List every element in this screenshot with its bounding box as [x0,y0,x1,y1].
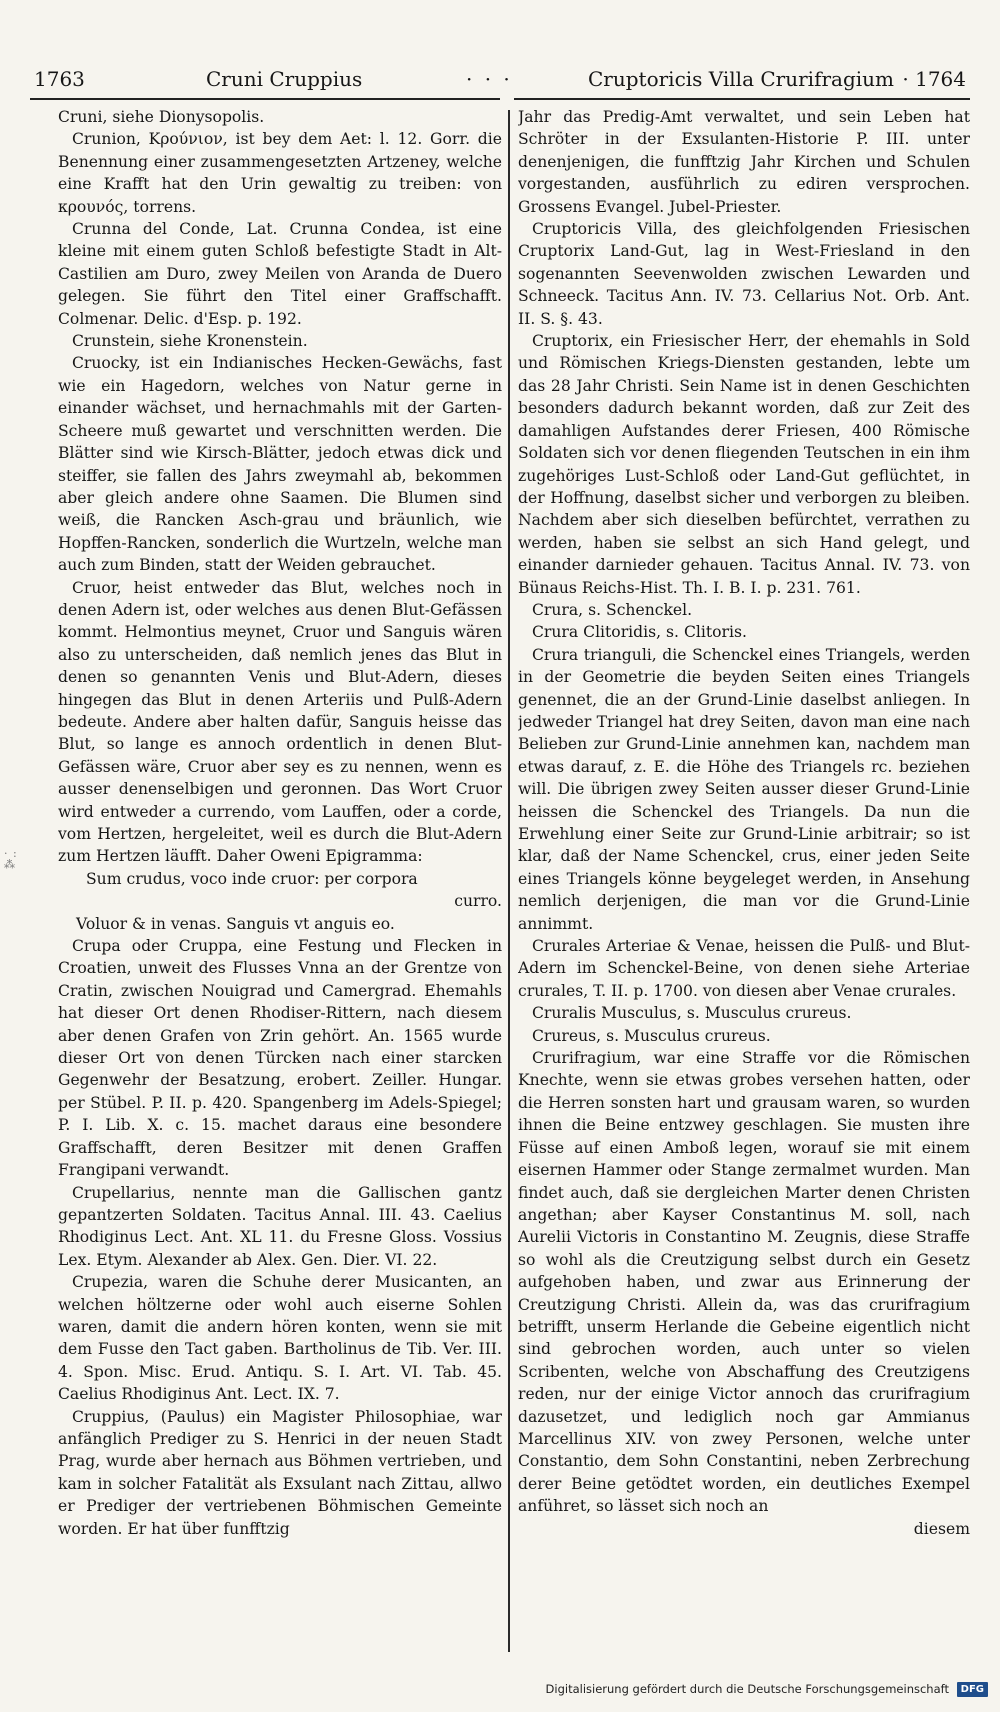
entry-crunion: Crunion, Κρούνιον, ist bey dem Aet: l. 12. Gorr. die Benennung einer zusammengesetzten Artzeney, welche eine Krafft hat den Urin gewaltig zu treiben: von κρουνός, torrens. [58,130,502,216]
header-rule-left [30,98,500,100]
left-column [58,106,502,1660]
entry-crupellarius: Crupellarius, nennte man die Gallischen gantz gepantzerten Soldaten. Tacitus Annal. III. 43. Caelius Rhodiginus Lect. Ant. XL 11. du Fresne Gloss. Vossius Lex. Etym. Alexander ab Alex. Gen. Dier. VI. 22. [58,1183,502,1269]
entry-cruocky: Cruocky, ist ein Indianisches Hecken-Gewächs, fast wie ein Hagedorn, welches von Natur gerne in einander wächset, und hernachmahls mit der Garten-Scheere muß gewartet und verschnitten werden. Die Blätter sind wie Kirsch-Blätter, jedoch etwas dick und steiffer, sie fallen des Jahrs zweymahl ab, bekommen aber gleich andere ohne Saamen. Die Blumen sind weiß, die Rancken Asch-grau und bräunlich, wie Hopffen-Rancken, sonderlich die Wurtzeln, welche man auch zum Binden, statt der Weiden gebrauchet. [58,354,502,575]
entry-crunna: Crunna del Conde, Lat. Crunna Condea, ist eine kleine mit einem guten Schloß befestigte Stadt in Alt-Castilien am Duro, zwey Meilen von Aranda de Duero gelegen. Sie führt den Titel einer Graffschafft. Colmenar. Delic. d'Esp. p. 192. [58,220,502,328]
dfg-logo-icon: DFG [957,1682,988,1697]
running-title-right: Cruptoricis Villa Crurifragium [588,67,894,91]
footer-text: Digitalisierung gefördert durch die Deutsche Forschungsgemeinschaft [545,1682,949,1696]
header-rule-right [514,98,970,100]
page-number-left: 1763 [34,67,85,91]
entry-crurifragium: Crurifragium, war eine Straffe vor die Römischen Knechte, wenn sie etwas grobes versehen hatten, oder die Herren sonsten hart und grausam waren, so wurden ihnen die Beine entzwey geschlagen. Sie musten ihre Füsse auf einen Amboß legen, worauf sie mit einem eisernen Hammer oder Stange zermalmet wurden. Man findet auch, daß sie dergleichen Marter denen Christen angethan; aber Kayser Constantinus M. soll, nach Aurelii Victoris in Constantino M. Zeugnis, diese Straffe so wohl als die Creutzigung selbst durch ein Gesetz aufgehoben haben, und zwar aus Erinnerung der Creutzigung Christi. Allein da, was das crurifragium betrifft, unserm Herlande die Gebeine eigentlich nicht sind gebrochen worden, auch unter so vielen Scribenten, welche von Abschaffung des Creutzigens reden, nur der einige Victor annoch das crurifragium dazusetzet, und lediglich noch gar Ammianus Marcellinus XIV. von zwey Personen, welche unter Constantio, dem Sohn Constantini, neben Zerbrechung derer Beine getödtet worden, ein deutliches Exempel anführet, so lässet sich noch an [518,1049,970,1516]
verse-line-3: Voluor & in venas. Sanguis vt anguis eo. [76,914,395,933]
catchword: diesem [913,1519,970,1538]
header-ornament: · · · [466,67,513,91]
entry-cruralis-musculus: Cruralis Musculus, s. Musculus crureus. [532,1004,852,1023]
page-header [28,62,972,96]
entry-cruptorix: Cruptorix, ein Friesischer Herr, der ehemahls in Sold und Römischen Kriegs-Diensten gestanden, lebte um das 28 Jahr Christi. Sein Name ist in denen Geschichten besonders dadurch bekannt worden, daß zur Zeit des damahligen Aufstandes derer Friesen, 400 Römische Soldaten sich vor denen fliegenden Teutschen in ein ihm zugehöriges Lust-Schloß oder Land-Gut geflüchtet, in der Hoffnung, daselbst sicher und verborgen zu bleiben. Nachdem aber sich dieselben befürchtet, verrathen zu werden, haben sie selbst an sich Hand gelegt, und einander darnieder gehauen. Tacitus Annal. IV. 73. von Bünaus Reichs-Hist. Th. I. B. I. p. 231. 761. [518,332,970,597]
entry-crureus: Crureus, s. Musculus crureus. [532,1026,771,1045]
entry-cruor: Cruor, heist entweder das Blut, welches noch in denen Adern ist, oder welches aus denen Blut-Gefässen kommt. Helmontius meynet, Cruor und Sanguis wären also zu unterscheiden, daß nemlich jenes das Blut in denen so genannten Venis und Blut-Adern, dieses hingegen das Blut in denen Arteriis und Pulß-Adern bedeute. Andere aber halten dafür, Sanguis heisse das Blut, so lange es annoch ordentlich in denen Blut-Gefässen wäre, Cruor aber sey es zu nennen, wenn es ausser denenselbigen und geronnen. Das Wort Cruor wird entweder a currendo, vom Lauffen, oder a corde, vom Hertzen, hergeleitet, weil es durch die Blut-Adern zum Hertzen läufft. Daher Oweni Epigramma: [58,578,502,866]
entry-crurales: Crurales Arteriae & Venae, heissen die Pulß- und Blut-Adern im Schenckel-Beine, von denen siehe Arteriae crurales, T. II. p. 1700. von diesen aber Venae crurales. [518,937,970,1000]
entry-crura-clitoridis: Crura Clitoridis, s. Clitoris. [532,623,747,642]
right-column [518,106,970,1660]
entry-crura: Crura, s. Schenckel. [532,600,693,619]
entry-crunstein: Crunstein, siehe Kronenstein. [72,332,308,351]
page-number-right: · 1764 [902,67,966,91]
verse-line-2: curro. [454,892,502,911]
entry-crupezia: Crupezia, waren die Schuhe derer Musicanten, an welchen höltzerne oder wohl auch eiserne Sohlen waren, damit die andern hören konten, wenn sie mit dem Fusse den Tact gaben. Bartholinus de Tib. Ver. III. 4. Spon. Misc. Erud. Antiqu. S. I. Art. VI. Tab. 45. Caelius Rhodiginus Ant. Lect. IX. 7. [58,1273,502,1404]
entry-crupa: Crupa oder Cruppa, eine Festung und Flecken in Croatien, unweit des Flusses Vnna an der Grentze von Cratin, zwischen Nouigrad und Camergrad. Ehemahls hat dieser Ort denen Rhodiser-Rittern, nach diesem aber denen Grafen von Zrin gehört. An. 1565 wurde dieser Ort von denen Türcken nach einer starcken Gegenwehr der Besatzung, erobert. Zeiller. Hungar. per Stübel. P. II. p. 420. Spangenberg im Adels-Spiegel; P. I. Lib. X. c. 15. machet daraus eine besondere Graffschafft, deren Besitzer mit denen Graffen Frangipani verwandt. [58,937,502,1180]
entry-cruni: Cruni, siehe Dionysopolis. [58,108,265,126]
column-divider [508,110,510,1652]
running-title-left: Cruni Cruppius [206,67,363,91]
verse-line-1: Sum crudus, voco inde cruor: per corpora [86,869,418,888]
entry-cruppius: Cruppius, (Paulus) ein Magister Philosophiae, war anfänglich Prediger zu S. Henrici in der neuen Stadt Prag, wurde aber hernach aus Böhmen vertrieben, und kam in solcher Fatalität als Exsulant nach Zittau, allwo er Prediger der vertriebenen Böhmischen Gemeinte worden. Er hat über funfftzig [58,1407,502,1538]
entry-cruppius-continued: Jahr das Predig-Amt verwaltet, und sein Leben hat Schröter in der Exsulanten-Historie P. III. unter denenjenigen, die funfftzig Jahr Kirchen und Schulen vorgestanden, ausführlich zu ediren versprochen. Grossens Evangel. Jubel-Priester. [518,108,970,216]
margin-annotation: · : ⁂ [4,847,18,871]
digitization-footer [546,1678,988,1700]
entry-cruptoricis-villa: Cruptoricis Villa, des gleichfolgenden Friesischen Cruptorix Land-Gut, lag in West-Friesland in den sogenannten Seevenwolden zwischen Lewarden und Schneeck. Tacitus Ann. IV. 73. Cellarius Not. Orb. Ant. II. S. §. 43. [518,220,970,328]
entry-crura-trianguli: Crura trianguli, die Schenckel eines Triangels, werden in der Geometrie die beyden Seiten eines Triangels genennet, die an der Grund-Linie daselbst anliegen. In jedweder Triangel hat drey Seiten, davon man eine nach Belieben zur Grund-Linie annehmen kan, nachdem man etwas darauf, z. E. die Höhe des Triangels rc. beziehen will. Die übrigen zwey Seiten ausser dieser Grund-Linie heissen die Schenckel des Triangels. Da nun die Erwehlung einer Seite zur Grund-Linie arbitrair; so ist klar, daß der Name Schenckel, crus, einer jeden Seite eines Triangels könne beygeleget werden, in Ansehung nemlich derjenigen, die man vor die Grund-Linie annimmt. [518,645,970,933]
